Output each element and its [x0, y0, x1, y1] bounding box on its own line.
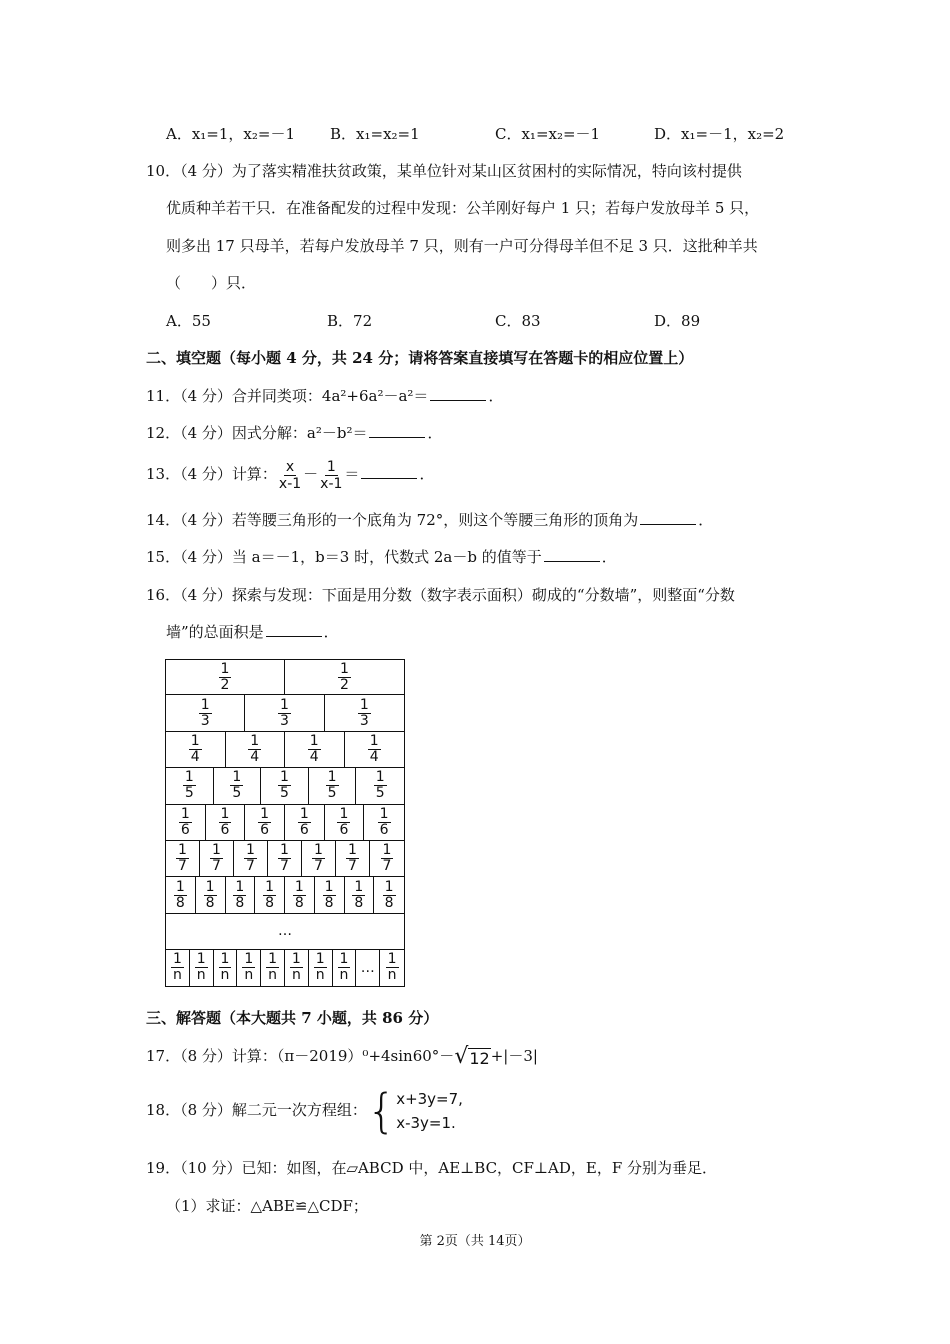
q15-answer-blank: [544, 547, 600, 562]
wall-fraction-denominator: 6: [180, 821, 190, 838]
q13-minus: －: [303, 465, 319, 483]
q13-fraction-2: [320, 459, 342, 492]
wall-row: [165, 913, 405, 950]
wall-fraction: [278, 843, 291, 874]
wall-fraction: [323, 880, 336, 911]
wall-fraction-denominator: 2: [340, 676, 349, 693]
wall-fraction-denominator: 6: [339, 821, 349, 838]
wall-cell: [336, 841, 370, 876]
wall-fraction-numerator: 1: [294, 878, 304, 895]
wall-fraction-denominator: 8: [384, 894, 394, 911]
wall-fraction-numerator: 1: [265, 878, 275, 895]
q14-answer-blank: [640, 510, 696, 525]
wall-cell: [356, 768, 404, 803]
wall-fraction-denominator: 8: [265, 894, 275, 911]
wall-fraction-denominator: 5: [280, 785, 289, 802]
wall-fraction: [383, 880, 396, 911]
q9-option-c: C．x₁=x₂=－1: [495, 125, 601, 143]
wall-cell: [268, 841, 302, 876]
wall-fraction: [293, 880, 306, 911]
wall-cell: [206, 805, 246, 840]
wall-row: [165, 876, 405, 913]
section-2-title: 二、填空题（每小题 4 分，共 24 分；请将答案直接填写在答题卡的相应位置上）: [146, 349, 694, 367]
wall-row: [165, 804, 405, 841]
q14-suffix: ．: [698, 511, 714, 529]
wall-fraction-denominator: 7: [178, 858, 187, 875]
wall-fraction-numerator: 1: [369, 732, 379, 749]
q13-answer-blank: [361, 464, 417, 479]
wall-fraction-numerator: 1: [280, 842, 289, 859]
wall-fraction-denominator: 5: [327, 785, 337, 802]
wall-fraction-denominator: 6: [299, 821, 309, 838]
q18: [146, 1084, 463, 1136]
wall-fraction-numerator: 1: [314, 842, 323, 859]
wall-row: [165, 731, 405, 768]
q11-suffix: ．: [488, 387, 504, 405]
wall-fraction-numerator: 1: [205, 878, 215, 895]
wall-fraction-numerator: 1: [291, 951, 301, 968]
q14: [146, 510, 713, 530]
wall-fraction-numerator: 1: [309, 732, 319, 749]
wall-fraction-numerator: 1: [246, 842, 255, 859]
wall-fraction-denominator: 5: [232, 785, 242, 802]
wall-fraction: [326, 770, 339, 801]
wall-cell: [255, 877, 285, 912]
wall-fraction-denominator: 8: [354, 894, 364, 911]
q9-option-a: A．x₁=1，x₂=－1: [166, 125, 296, 143]
wall-fraction-numerator: 1: [184, 769, 194, 786]
wall-fraction-numerator: 1: [354, 878, 364, 895]
wall-fraction: [278, 698, 291, 729]
wall-cell: [315, 877, 345, 912]
wall-fraction-numerator: 1: [324, 878, 334, 895]
page-footer: 第 2页（共 14页）: [419, 1234, 531, 1249]
wall-cell: [325, 805, 365, 840]
wall-cell: [200, 841, 234, 876]
q10-option-b: B．72: [327, 312, 373, 330]
q17-radicand: 12: [469, 1048, 490, 1068]
wall-fraction: [174, 880, 187, 911]
q13-equals: ＝: [344, 465, 360, 483]
wall-fraction-denominator: 4: [190, 748, 200, 765]
wall-fraction-numerator: 1: [220, 805, 230, 822]
wall-fraction-numerator: 1: [250, 732, 260, 749]
wall-fraction-denominator: 6: [379, 821, 389, 838]
q16-suffix: ．: [323, 623, 339, 641]
wall-cell: [245, 695, 324, 730]
wall-cell: [345, 877, 375, 912]
wall-cell: [309, 768, 357, 803]
wall-fraction-numerator: 1: [196, 951, 206, 968]
wall-fraction: [263, 880, 276, 911]
wall-fraction-numerator: 1: [340, 660, 349, 677]
wall-row: [165, 949, 405, 986]
wall-fraction-denominator: n: [172, 967, 182, 984]
q13-f1-denominator: x-1: [278, 475, 302, 492]
wall-fraction-numerator: 1: [280, 769, 289, 786]
wall-cell: [285, 877, 315, 912]
wall-fraction: [258, 807, 271, 838]
wall-fraction: [219, 952, 232, 983]
wall-fraction: [266, 952, 279, 983]
wall-cell: [166, 805, 206, 840]
q18-text: 18．（8 分）解二元一次方程组：: [146, 1101, 367, 1119]
wall-fraction: [308, 734, 321, 765]
wall-cell: [214, 768, 262, 803]
q12: [146, 423, 443, 443]
fraction-wall: [165, 659, 405, 987]
wall-fraction: [219, 807, 232, 838]
wall-cell: [190, 950, 214, 985]
wall-cell: [380, 950, 404, 985]
q10-option-c: C．83: [495, 312, 541, 330]
q13-f1-numerator: x: [285, 458, 295, 475]
wall-cell: [374, 877, 404, 912]
wall-fraction-numerator: 1: [327, 769, 337, 786]
wall-fraction: [346, 843, 359, 874]
q10-line-2: 优质种羊若干只．在准备配发的过程中发现：公羊刚好每户 1 只；若每户发放母羊 5 只，: [166, 199, 760, 217]
wall-ellipsis: …: [278, 923, 292, 940]
wall-cell: [196, 877, 226, 912]
q13-f2-denominator: x-1: [320, 475, 343, 492]
wall-cell: [285, 805, 325, 840]
wall-fraction-denominator: 8: [294, 894, 304, 911]
wall-fraction-numerator: 1: [190, 732, 200, 749]
wall-cell: [302, 841, 336, 876]
wall-fraction: [368, 734, 381, 765]
wall-cell: [364, 805, 404, 840]
wall-cell: [234, 841, 268, 876]
wall-fraction-denominator: n: [387, 967, 397, 984]
q17-sqrt: [454, 1043, 490, 1069]
wall-fraction: [219, 662, 232, 693]
wall-fraction: [352, 880, 365, 911]
wall-fraction: [204, 880, 217, 911]
wall-cell: [370, 841, 404, 876]
q16-line-1: 16．（4 分）探索与发现：下面是用分数（数字表示面积）砌成的“分数墙”，则整面“分数: [146, 586, 735, 604]
wall-fraction: [338, 662, 351, 693]
q16-line-2: [166, 622, 339, 642]
wall-fraction-denominator: 8: [324, 894, 334, 911]
wall-fraction-denominator: 2: [220, 676, 230, 693]
q13-suffix: ．: [419, 465, 435, 483]
wall-fraction: [298, 807, 311, 838]
wall-fraction-numerator: 1: [379, 805, 389, 822]
q12-text: 12．（4 分）因式分解：a²－b²＝: [146, 424, 368, 442]
q13-text: 13．（4 分）计算：: [146, 465, 277, 483]
wall-fraction-denominator: n: [244, 967, 254, 984]
wall-fraction: [312, 843, 325, 874]
q13-fraction-1: [279, 459, 301, 492]
wall-fraction: [290, 952, 303, 983]
wall-row: [165, 767, 405, 804]
q9-option-d: D．x₁=－1，x₂=2: [654, 125, 785, 143]
wall-fraction: [179, 807, 192, 838]
wall-fraction-denominator: 8: [235, 894, 245, 911]
wall-fraction-denominator: 7: [246, 858, 255, 875]
wall-cell: [261, 768, 309, 803]
q18-equation-system: [366, 1084, 463, 1138]
wall-cell: [285, 950, 309, 985]
wall-fraction-numerator: 1: [315, 951, 325, 968]
wall-fraction: [337, 807, 350, 838]
wall-fraction-numerator: 1: [268, 951, 278, 968]
wall-cell: [285, 660, 404, 694]
wall-fraction-numerator: 1: [175, 878, 185, 895]
wall-fraction-denominator: 4: [369, 748, 379, 765]
wall-cell: [166, 950, 190, 985]
wall-fraction-numerator: 1: [172, 951, 182, 968]
q18-equation-1: x+3y=7,: [396, 1090, 463, 1108]
wall-fraction: [386, 952, 399, 983]
wall-fraction: [210, 843, 223, 874]
wall-cell: [261, 950, 285, 985]
q16-answer-blank: [266, 622, 322, 637]
left-brace-icon: {: [366, 1084, 397, 1138]
wall-fraction-numerator: 1: [220, 660, 230, 677]
wall-fraction-numerator: 1: [348, 842, 357, 859]
wall-fraction: [199, 698, 212, 729]
wall-fraction-numerator: 1: [232, 769, 242, 786]
wall-fraction: [381, 843, 394, 874]
wall-row: [165, 840, 405, 877]
wall-fraction-numerator: 1: [260, 805, 270, 822]
wall-fraction-denominator: 3: [359, 712, 369, 729]
wall-fraction-denominator: n: [268, 967, 278, 984]
wall-fraction-denominator: n: [315, 967, 325, 984]
q17-suffix: +|－3|: [490, 1047, 538, 1065]
wall-fraction-denominator: 3: [280, 712, 289, 729]
q18-equation-2: x-3y=1.: [396, 1114, 456, 1132]
wall-fraction-numerator: 1: [299, 805, 309, 822]
wall-fraction-denominator: n: [196, 967, 206, 984]
wall-cell: [285, 732, 345, 767]
wall-fraction-denominator: 4: [309, 748, 319, 765]
wall-cell: [226, 877, 256, 912]
q10-line-4: （ ）只．: [166, 274, 257, 292]
section-3-title: 三、解答题（本大题共 7 小题，共 86 分）: [146, 1009, 439, 1027]
q9-option-b: B．x₁=x₂=1: [330, 125, 420, 143]
wall-fraction: [183, 770, 196, 801]
radical-sign-icon: √: [454, 1043, 469, 1069]
q16-text: 墙”的总面积是: [166, 623, 264, 641]
wall-fraction: [171, 952, 184, 983]
wall-fraction: [278, 770, 291, 801]
wall-fraction-denominator: 7: [348, 858, 357, 875]
wall-fraction: [176, 843, 189, 874]
wall-fraction: [358, 698, 371, 729]
wall-fraction: [233, 880, 246, 911]
q15-text: 15．（4 分）当 a＝－1，b＝3 时，代数式 2a－b 的值等于: [146, 548, 542, 566]
wall-fraction-denominator: 8: [175, 894, 185, 911]
wall-fraction: [230, 770, 243, 801]
wall-fraction-denominator: 7: [280, 858, 289, 875]
q11-answer-blank: [430, 386, 486, 401]
wall-ellipsis: …: [356, 950, 380, 985]
wall-cell: [166, 877, 196, 912]
wall-fraction: [378, 807, 391, 838]
wall-cell: [333, 950, 357, 985]
wall-fraction-denominator: 5: [184, 785, 194, 802]
q14-text: 14．（4 分）若等腰三角形的一个底角为 72°，则这个等腰三角形的顶角为: [146, 511, 639, 529]
wall-cell: [237, 950, 261, 985]
q12-suffix: ．: [427, 424, 443, 442]
wall-cell: [214, 950, 238, 985]
wall-cell: [345, 732, 405, 767]
wall-cell: [166, 768, 214, 803]
wall-fraction: [248, 734, 261, 765]
wall-fraction-denominator: 4: [250, 748, 260, 765]
wall-fraction-numerator: 1: [339, 951, 349, 968]
wall-fraction: [374, 770, 387, 801]
wall-cell: [226, 732, 286, 767]
wall-fraction-numerator: 1: [220, 951, 230, 968]
q19-line-2: （1）求证：△ABE≌△CDF；: [166, 1197, 368, 1215]
wall-cell: [166, 695, 245, 730]
wall-fraction-numerator: 1: [212, 842, 221, 859]
wall-cell: [245, 805, 285, 840]
wall-fraction-denominator: 3: [200, 712, 210, 729]
wall-cell: [166, 732, 226, 767]
wall-fraction-denominator: n: [291, 967, 301, 984]
wall-fraction-denominator: n: [339, 967, 349, 984]
wall-fraction-denominator: 7: [212, 858, 221, 875]
wall-fraction-denominator: 7: [382, 858, 392, 875]
q10-line-3: 则多出 17 只母羊，若每户发放母羊 7 只，则有一户可分得母羊但不足 3 只．这批种羊共: [166, 237, 758, 255]
wall-cell: [166, 841, 200, 876]
q11-text: 11．（4 分）合并同类项：4a²+6a²－a²＝: [146, 387, 429, 405]
wall-fraction: [244, 843, 257, 874]
wall-fraction-numerator: 1: [200, 696, 210, 713]
wall-fraction-denominator: 7: [314, 858, 323, 875]
wall-cell: [309, 950, 333, 985]
q19-line-1: 19．（10 分）已知：如图，在▱ABCD 中，AE⊥BC，CF⊥AD，E，F 分别为垂足．: [146, 1159, 718, 1177]
q17-text: 17．（8 分）计算：（π－2019）⁰+4sin60°－: [146, 1047, 455, 1065]
q10-line-1: 10．（4 分）为了落实精准扶贫政策，某单位针对某山区贫困村的实际情况，特向该村提供: [146, 162, 742, 180]
wall-row: [165, 659, 405, 695]
wall-fraction: [189, 734, 202, 765]
wall-fraction-denominator: 8: [205, 894, 215, 911]
wall-fraction: [314, 952, 327, 983]
wall-cell: [166, 660, 285, 694]
wall-fraction: [338, 952, 351, 983]
wall-fraction-numerator: 1: [235, 878, 245, 895]
q10-option-a: A．55: [166, 312, 211, 330]
q13: [146, 456, 434, 492]
wall-fraction-denominator: 6: [260, 821, 270, 838]
wall-row: [165, 694, 405, 731]
wall-fraction-numerator: 1: [180, 805, 190, 822]
wall-fraction-numerator: 1: [178, 842, 187, 859]
wall-cell: [325, 695, 404, 730]
q11: [146, 386, 503, 406]
q10-option-d: D．89: [654, 312, 701, 330]
wall-fraction-numerator: 1: [359, 696, 369, 713]
q12-answer-blank: [369, 423, 425, 438]
wall-fraction-numerator: 1: [382, 842, 392, 859]
wall-fraction-denominator: 5: [375, 785, 385, 802]
wall-fraction-denominator: 6: [220, 821, 230, 838]
wall-fraction-numerator: 1: [384, 878, 394, 895]
q17: [146, 1042, 538, 1070]
wall-fraction-numerator: 1: [375, 769, 385, 786]
q15-suffix: ．: [601, 548, 617, 566]
wall-fraction-numerator: 1: [244, 951, 254, 968]
wall-fraction-numerator: 1: [387, 951, 397, 968]
q13-f2-numerator: 1: [326, 458, 336, 475]
wall-fraction: [242, 952, 255, 983]
wall-fraction-numerator: 1: [280, 696, 289, 713]
wall-fraction-denominator: n: [220, 967, 230, 984]
wall-fraction-numerator: 1: [339, 805, 349, 822]
q15: [146, 547, 617, 567]
wall-fraction: [195, 952, 208, 983]
